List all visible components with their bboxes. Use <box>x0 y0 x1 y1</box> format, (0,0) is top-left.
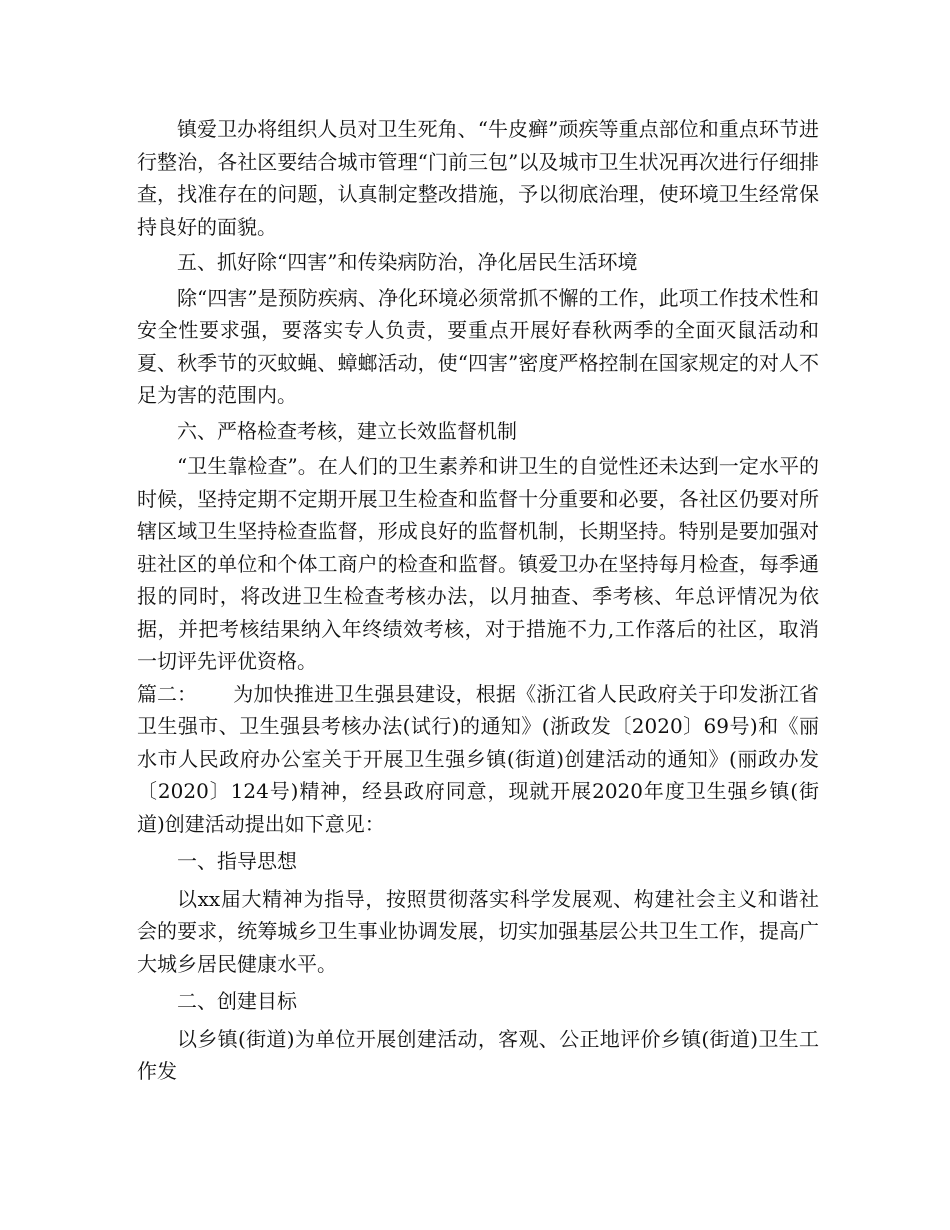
paragraph-goals: 以乡镇(街道)为单位开展创建活动，客观、公正地评价乡镇(街道)卫生工作发 <box>137 1026 819 1083</box>
paragraph-sanitation-rectification: 镇爱卫办将组织人员对卫生死角、“牛皮癣”顽疾等重点部位和重点环节进行整治，各社区要结合城市管理“门前三包”以及城市卫生状况再次进行仔细排查，找准存在的问题，认真制定整改措施，予以彻底治理，使环境卫生经常保持良好的面貌。 <box>137 117 819 239</box>
paragraph-four-pests: 除“四害”是预防疾病、净化环境必须常抓不懈的工作，此项工作技术性和安全性要求强，要落实专人负责，要重点开展好春秋两季的全面灭鼠活动和夏、秋季节的灭蚊蝇、蟑螂活动，使“四害”密度严格控制在国家规定的对人不足为害的范围内。 <box>137 285 819 407</box>
heading-section-five: 五、抓好除“四害”和传染病防治，净化居民生活环境 <box>177 250 638 274</box>
section-two-intro <box>137 678 819 841</box>
document-body <box>137 113 819 1088</box>
heading-goals: 二、创建目标 <box>177 989 297 1013</box>
heading-section-six: 六、严格检查考核，建立长效监督机制 <box>177 418 517 443</box>
heading-guiding-ideology: 一、指导思想 <box>177 849 297 873</box>
paragraph-inspection: “卫生靠检查”。在人们的卫生素养和讲卫生的自觉性还未达到一定水平的时候，坚持定期不定期开展卫生检查和监督十分重要和必要，各社区仍要对所辖区域卫生坚持检查监督，形成良好的监督机制，长期坚持。特别是要加强对驻社区的单位和个体工商户的检查和监督。镇爱卫办在坚持每月检查，每季通报的同时，将改进卫生检查考核办法，以月抽查、季考核、年总评情况为依据，并把考核结果纳入年终绩效考核，对于措施不力,工作落后的社区，取消一切评先评优资格。 <box>137 454 819 673</box>
paragraph-guiding-ideology: 以xx届大精神为指导，按照贯彻落实科学发展观、构建社会主义和谐社会的要求，统筹城乡卫生事业协调发展，切实加强基层公共卫生工作，提高广大城乡居民健康水平。 <box>137 886 819 976</box>
section-two-label: 篇二： <box>137 681 197 706</box>
paragraph-health-county: 为加快推进卫生强县建设，根据《浙江省人民政府关于印发浙江省卫生强市、卫生强县考核办法(试行)的通知》(浙政发〔2020〕69号)和《丽水市人民政府办公室关于开展卫生强乡镇(街道)创建活动的通知》(丽政办发〔2020〕124号)精神，经县政府同意，现就开展2020年度卫生强乡镇(街道)创建活动提出如下意见： <box>137 681 819 836</box>
